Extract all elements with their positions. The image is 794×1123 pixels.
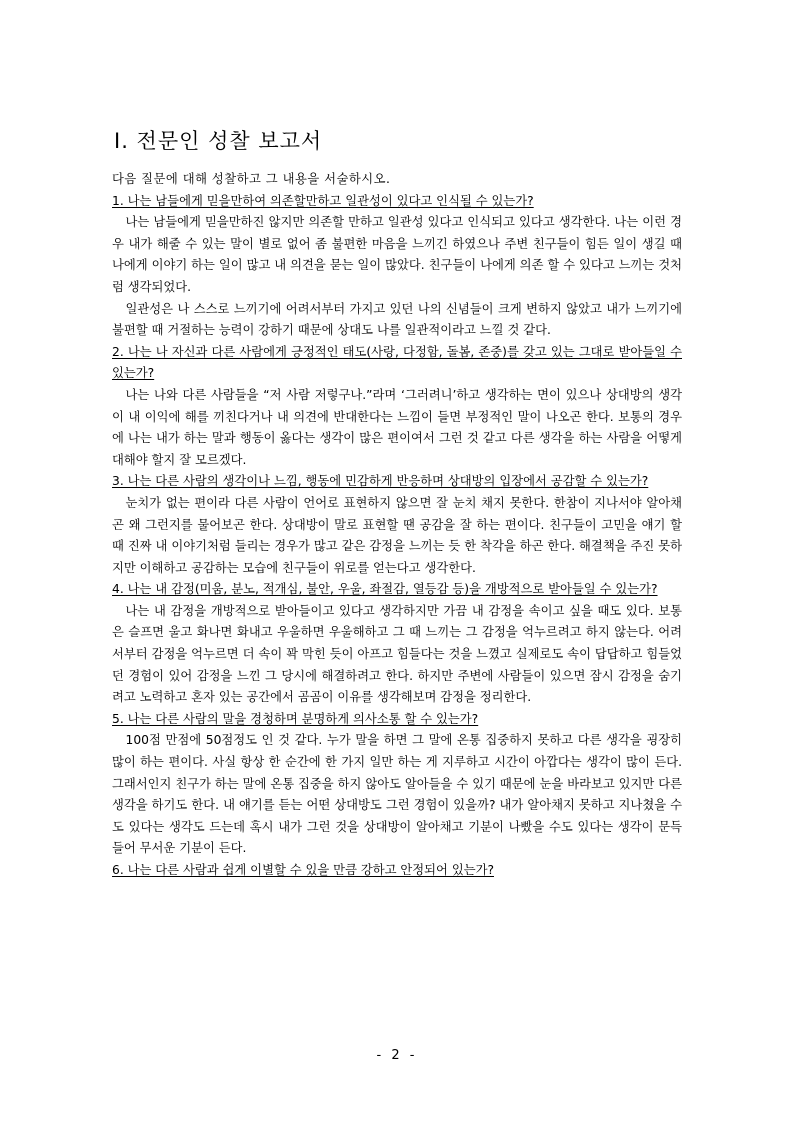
- answer-3-paragraph-1: 눈치가 없는 편이라 다른 사람이 언어로 표현하지 않으면 잘 눈치 채지 못한다. 한참이 지나서야 알아채곤 왜 그런지를 물어보곤 한다. 상대방이 말로 표현할 땐 공감을 잘 하는 편이다. 친구들이 고민을 얘기 할 때 진짜 내 이야기처럼 들리는 경우가 많고 같은 감정을 느끼는 듯 한 착각을 하곤 한다. 해결책을 주진 못하지만 이해하고 공감하는 모습에 친구들이 위로를 얻는다고 생각한다.: [112, 495, 682, 575]
- section-1: [112, 191, 682, 342]
- report-title: Ⅰ. 전문인 성찰 보고서: [114, 129, 323, 153]
- answer-1-paragraph-2: 일관성은 나 스스로 느끼기에 어려서부터 가지고 있던 나의 신념들이 크게 변하지 않았고 내가 느끼기에 불편할 때 거절하는 능력이 강하기 때문에 상대도 나를 일관적이라고 느낄 것 같다.: [112, 301, 682, 338]
- question-6: 6. 나는 다른 사람과 쉽게 이별할 수 있을 만큼 강하고 안정되어 있는가?: [112, 863, 494, 877]
- question-4: 4. 나는 내 감정(미움, 분노, 적개심, 불안, 우울, 좌절감, 열등감 등)을 개방적으로 받아들일 수 있는가?: [112, 582, 658, 597]
- document-body: [112, 125, 682, 882]
- section-2: [112, 342, 682, 472]
- question-3: 3. 나는 다른 사람의 생각이나 느낌, 행동에 민감하게 반응하며 상대방의 입장에서 공감할 수 있는가?: [112, 474, 649, 489]
- section-4: [112, 579, 682, 709]
- answer-1-paragraph-1: 나는 남들에게 믿을만하진 않지만 의존할 만하고 일관성 있다고 인식되고 있다고 생각한다. 나는 이런 경우 내가 해줄 수 있는 말이 별로 없어 좀 불편한 마음을 느끼긴 하였으나 주변 친구들이 힘든 일이 생길 때 나에게 이야기 하는 일이 많고 내 의견을 묻는 일이 많았다. 친구들이 나에게 의존 할 수 있다고 느끼는 것처럼 생각되었다.: [112, 215, 682, 294]
- question-1: 1. 나는 남들에게 믿을만하여 의존할만하고 일관성이 있다고 인식될 수 있는가?: [112, 193, 534, 208]
- question-2: 2. 나는 나 자신과 다른 사람에게 긍정적인 태도(사랑, 다정함, 돌봄, 존중)를 갖고 있는 그대로 받아들일 수 있는가?: [112, 344, 682, 381]
- answer-5-paragraph-1: 100점 만점에 50점정도 인 것 같다. 누가 말을 하면 그 말에 온통 집중하지 못하고 다른 생각을 굉장히 많이 하는 편이다. 사실 항상 한 순간에 한 가지 일만 하는 게 지루하고 시간이 아깝다는 생각이 많이 든다. 그래서인지 친구가 하는 말에 온통 집중을 하지 않아도 알아들을 수 있기 때문에 눈을 바라보고 있지만 다른 생각을 하기도 한다. 내 얘기를 듣는 어떤 상대방도 그런 경험이 있을까? 내가 알아채지 못하고 지나쳤을 수도 있다는 생각도 드는데 혹시 내가 그런 것을 상대방이 알아채고 기분이 나빴을 수도 있다는 생각이 문득 들어 무서운 기분이 든다.: [112, 733, 682, 856]
- section-5: [112, 709, 682, 860]
- question-5: 5. 나는 다른 사람의 말을 경청하며 분명하게 의사소통 할 수 있는가?: [112, 711, 479, 726]
- section-3: [112, 471, 682, 579]
- instruction-text: 다음 질문에 대해 성찰하고 그 내용을 서술하시오.: [112, 172, 391, 186]
- section-6: [112, 860, 682, 882]
- answer-4-paragraph-1: 나는 내 감정을 개방적으로 받아들이고 있다고 생각하지만 가끔 내 감정을 속이고 싶을 때도 있다. 보통은 슬프면 울고 화나면 화내고 우울하면 우울해하고 그 때 느끼는 그 감정을 억누르려고 하지 않는다. 어려서부터 감정을 억누르면 더 속이 꽉 막힌 듯이 아프고 힘들다는 것을 느꼈고 실제로도 속이 답답하고 힘들었던 경험이 있어 감정을 느낀 그 당시에 해결하려고 한다. 하지만 주변에 사람들이 있으면 잠시 감정을 숨기려고 노력하고 혼자 있는 공간에서 곰곰이 이유를 생각해보며 감정을 정리한다.: [112, 603, 682, 705]
- page-number: - 2 -: [376, 1048, 418, 1063]
- answer-2-paragraph-1: 나는 나와 다른 사람들을 “저 사람 저렇구나.”라며 ‘그러려니’하고 생각하는 면이 있으나 상대방의 생각이 내 이익에 해를 끼친다거나 내 의견에 반대한다는 느낌이 들면 부정적인 말이 나오곤 한다. 보통의 경우에 나는 내가 하는 말과 행동이 옳다는 생각이 많은 편이여서 그런 것 같고 다른 생각을 하는 사람을 어떻게 대해야 할지 잘 모르겠다.: [112, 387, 682, 467]
